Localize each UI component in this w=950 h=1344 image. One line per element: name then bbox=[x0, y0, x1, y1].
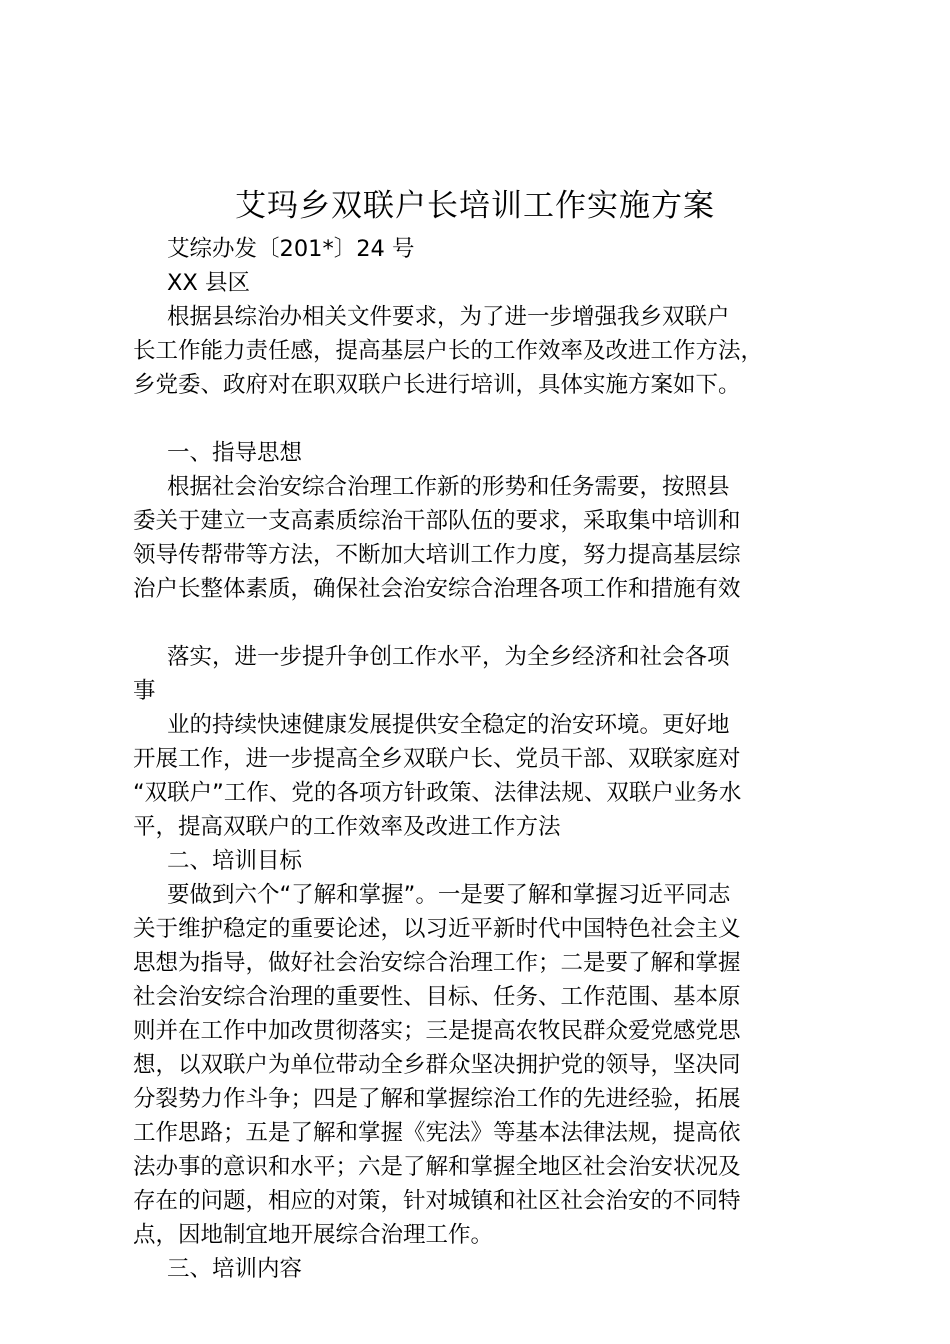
section2-line: 法办事的意识和水平；六是了解和掌握全地区社会治安状况及 bbox=[133, 1154, 741, 1180]
section2-line: 存在的问题，相应的对策，针对城镇和社区社会治安的不同特 bbox=[133, 1188, 741, 1214]
section1-line: 治户长整体素质，确保社会治安综合治理各项工作和措施有效 bbox=[133, 576, 741, 602]
section1-line: “双联户”工作、党的各项方针政策、法律法规、双联户业务水 bbox=[133, 780, 742, 806]
section1-line: 平，提高双联户的工作效率及改进工作方法 bbox=[133, 814, 561, 840]
blank-line bbox=[133, 402, 833, 436]
section1-line: 事 bbox=[133, 678, 156, 704]
intro-line: 根据县综治办相关文件要求，为了进一步增强我乡双联户 bbox=[167, 304, 730, 330]
blank-line bbox=[133, 606, 833, 640]
section1-heading: 一、指导思想 bbox=[167, 440, 303, 466]
section2-line: 工作思路；五是了解和掌握《宪法》等基本法律法规，提高依 bbox=[133, 1120, 741, 1146]
section1-line: 开展工作，进一步提高全乡双联户长、党员干部、双联家庭对 bbox=[133, 746, 741, 772]
section2-heading: 二、培训目标 bbox=[167, 848, 303, 874]
doc-number: 艾综办发〔201*〕24 号 bbox=[167, 236, 415, 262]
section1-line: 根据社会治安综合治理工作新的形势和任务需要，按照县 bbox=[167, 474, 730, 500]
section2-line: 想，以双联户为单位带动全乡群众坚决拥护党的领导，坚决同 bbox=[133, 1052, 741, 1078]
section2-line: 关于维护稳定的重要论述，以习近平新时代中国特色社会主义 bbox=[133, 916, 741, 942]
section3-heading: 三、培训内容 bbox=[167, 1256, 303, 1282]
section2-line: 点，因地制宜地开展综合治理工作。 bbox=[133, 1222, 494, 1248]
section2-line: 分裂势力作斗争；四是了解和掌握综治工作的先进经验，拓展 bbox=[133, 1086, 741, 1112]
document-title: 艾玛乡双联户长培训工作实施方案 bbox=[235, 188, 715, 224]
section2-line: 思想为指导，做好社会治安综合治理工作；二是要了解和掌握 bbox=[133, 950, 741, 976]
section1-line: 领导传帮带等方法，不断加大培训工作力度，努力提高基层综 bbox=[133, 542, 741, 568]
intro-line: 长工作能力责任感，提高基层户长的工作效率及改进工作方法， bbox=[133, 338, 764, 364]
doc-location: XX 县区 bbox=[167, 270, 250, 296]
section2-line: 则并在工作中加改贯彻落实；三是提高农牧民群众爱党感党思 bbox=[133, 1018, 741, 1044]
intro-line: 乡党委、政府对在职双联户长进行培训，具体实施方案如下。 bbox=[133, 372, 741, 398]
section1-line: 业的持续快速健康发展提供安全稳定的治安环境。更好地 bbox=[167, 712, 730, 738]
section1-line: 委关于建立一支高素质综治干部队伍的要求，采取集中培训和 bbox=[133, 508, 741, 534]
section1-line: 落实，进一步提升争创工作水平，为全乡经济和社会各项 bbox=[167, 644, 730, 670]
section2-line: 要做到六个“了解和掌握”。一是要了解和掌握习近平同志 bbox=[167, 882, 731, 908]
document-body bbox=[133, 232, 833, 1286]
section2-line: 社会治安综合治理的重要性、目标、任务、工作范围、基本原 bbox=[133, 984, 741, 1010]
